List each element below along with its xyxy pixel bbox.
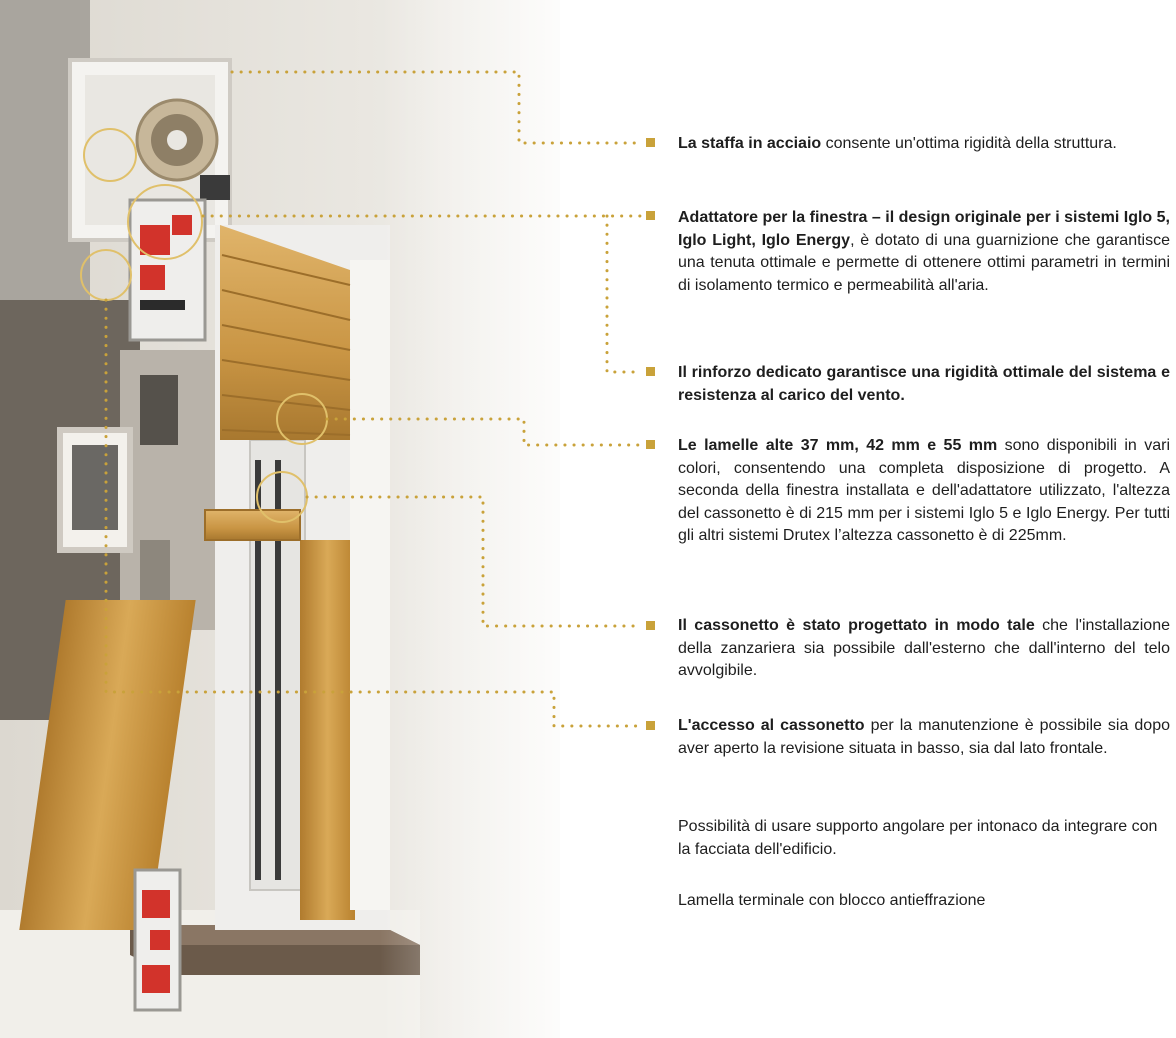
bullet-marker xyxy=(646,211,655,220)
feature-title: Adattatore per la finestra – il design originale per i sistemi Iglo 5, Iglo Light, Iglo Energy xyxy=(678,209,1170,249)
bullet-marker xyxy=(646,621,655,630)
feature-slats xyxy=(678,435,1170,548)
feature-reinforcement xyxy=(678,362,1170,407)
bullet-marker xyxy=(646,138,655,147)
note-end-slat: Lamella terminale con blocco antieffrazione xyxy=(678,892,986,909)
bullet-marker xyxy=(646,440,655,449)
note-angle-support: Possibilità di usare supporto angolare per intonaco da integrare con la facciata dell'edificio. xyxy=(678,818,1158,858)
feature-steel-bracket xyxy=(678,133,1170,156)
bullet-marker xyxy=(646,721,655,730)
feature-mosquito-net xyxy=(678,615,1170,683)
feature-description: , è dotato di una guarnizione che garantisce una tenuta ottimale e permette di ottenere ottimi parametri in termini di isolamento termico e permeabilità all'aria. xyxy=(678,231,1170,294)
bullet-marker xyxy=(646,367,655,376)
feature-title: Il cassonetto è stato progettato in modo tale xyxy=(678,617,1035,634)
feature-box-access xyxy=(678,715,1170,760)
feature-title: Le lamelle alte 37 mm, 42 mm e 55 mm xyxy=(678,437,998,454)
feature-title: Il rinforzo dedicato garantisce una rigidità ottimale del sistema e resistenza al carico del vento. xyxy=(678,364,1170,404)
leader-line xyxy=(607,216,640,372)
feature-description: consente un'ottima rigidità della struttura. xyxy=(821,135,1117,152)
feature-description: che l'installazione della zanzariera sia possibile dall'esterno che dall'interno del telo avvolgibile. xyxy=(678,617,1170,679)
feature-title: L'accesso al cassonetto xyxy=(678,717,865,734)
feature-description: per la manutenzione è possibile sia dopo aver aperto la revisione situata in basso, sia dal lato frontale. xyxy=(678,717,1170,757)
feature-description: sono disponibili in vari colori, consentendo una completa disposizione di progetto. A seconda della finestra installata e dell'adattatore utilizzato, l'altezza del cassonetto è di 215 mm per i sistemi Iglo 5 e Iglo Energy. Per tutti gli altri sistemi Drutex l’altezza cassonetto è di 225mm. xyxy=(678,437,1170,544)
bullet-markers xyxy=(646,138,655,730)
feature-window-adapter xyxy=(678,207,1170,297)
feature-title: La staffa in acciaio xyxy=(678,135,822,152)
